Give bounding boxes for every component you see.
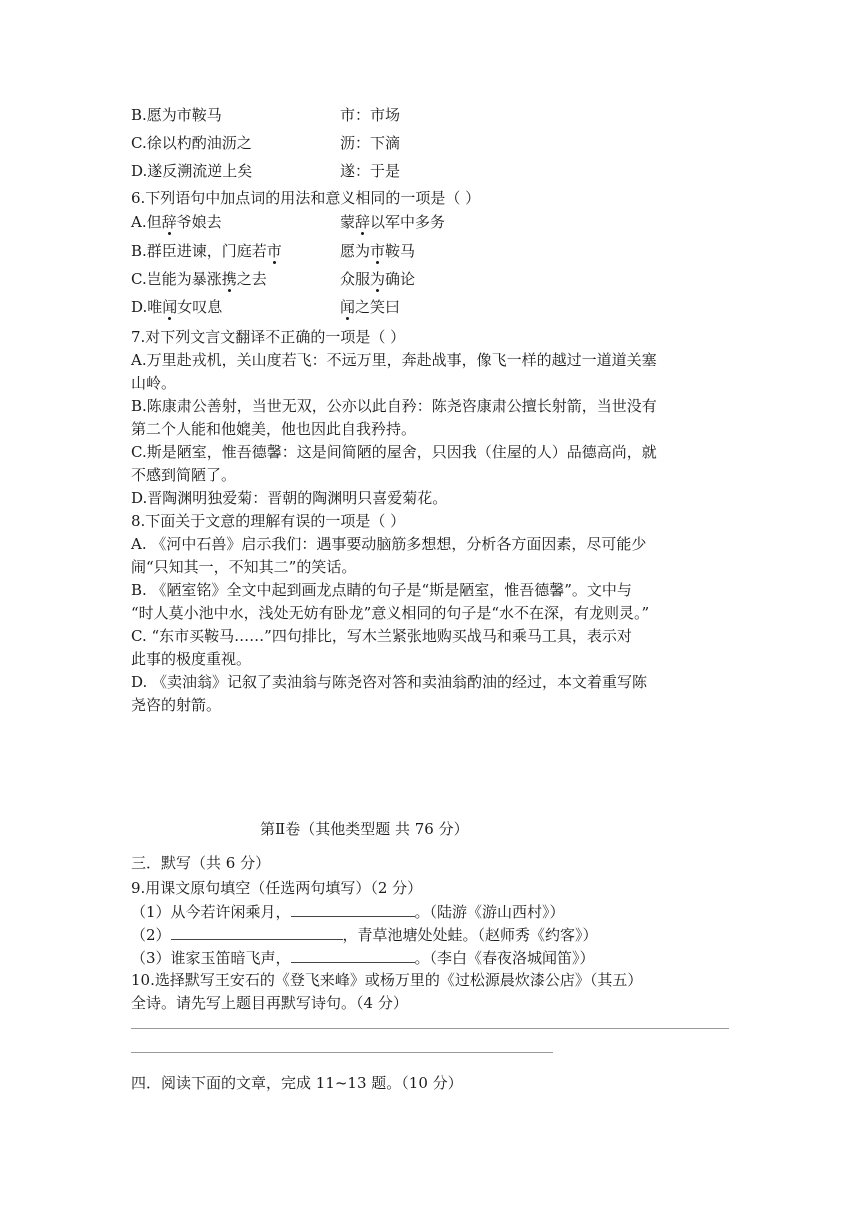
q7-option-b-line1: B.陈康肃公善射，当世无双，公亦以此自矜：陈尧咨康肃公擅长射箭，当世没有: [131, 397, 657, 415]
q7-option-c-line1: C.斯是陋室，惟吾德馨：这是间简陋的屋舍，只因我（住屋的人）品德高尚，就: [131, 443, 657, 461]
q8-option-a-line1: A. 《河中石兽》启示我们：遇事要动脑筋多想想，分析各方面因素，尽可能少: [131, 535, 647, 553]
q6-d-right: 闻之笑曰: [340, 298, 401, 316]
q9-2-answer-blank[interactable]: [171, 923, 343, 940]
emphasis-dot-char: 市: [370, 242, 386, 260]
q7-option-c-line2: 不感到简陋了。: [131, 466, 237, 484]
q6-option-c: [131, 268, 731, 291]
q6-a-right: 蒙辞以军中多务: [340, 213, 446, 231]
q5-option-b-gloss: 市：市场: [340, 106, 401, 124]
section3-title: 三．默写（共 6 分）: [131, 854, 271, 872]
q7-option-a-line2: 山岭。: [131, 374, 177, 392]
emphasis-dot-char: 市: [266, 242, 282, 260]
emphasis-dot-char: 辞: [355, 213, 371, 231]
q6-stem: 6.下列语句中加点词的用法和意义相同的一项是（ ）: [131, 189, 481, 207]
q8-option-c-line2: 此事的极度重视。: [131, 650, 252, 668]
q5-option-c-gloss: 沥：下滴: [340, 134, 401, 152]
q8-option-b-line2: “时人莫小池中水，浅处无妨有卧龙”意义相同的句子是“水不在深，有龙则灵。”: [131, 604, 650, 622]
q9-stem: 9.用课文原句填空（任选两句填写）（2 分）: [131, 879, 423, 897]
q5-option-c: [131, 132, 731, 155]
emphasis-dot-char: 辞: [161, 213, 177, 231]
q10-stem-line2: 全诗。请先写上题目再默写诗句。（4 分）: [131, 994, 408, 1012]
q5-option-c-text: C.徐以杓酌油沥之: [131, 134, 252, 152]
q6-c-right: 众服为确论: [340, 270, 416, 288]
q6-option-a: [131, 211, 731, 234]
q5-option-b-text: B.愿为市鞍马: [131, 106, 222, 124]
q9-3-answer-blank[interactable]: [291, 946, 415, 963]
q9-item-2: （2） ，青草池塘处处蛙。（赵师秀《约客》）: [131, 923, 731, 947]
q6-c-left: C.岂能为暴涨携之去: [131, 270, 267, 288]
q6-b-left: B.群臣进谏，门庭若市: [131, 242, 282, 260]
q6-d-left: D.唯闻女叹息: [131, 298, 223, 316]
q6-a-left: A.但辞爷娘去: [131, 213, 222, 231]
q5-option-d: [131, 160, 731, 183]
q6-option-d: [131, 296, 731, 319]
q8-option-a-line2: 闹“只知其一，不知其二”的笑话。: [131, 558, 357, 576]
q10-stem-line1: 10.选择默写王安石的《登飞来峰》或杨万里的《过松源晨炊漆公店》（其五）: [131, 971, 643, 989]
q7-stem: 7.对下列文言文翻译不正确的一项是（ ）: [131, 328, 406, 346]
q8-option-c-line1: C. “东市买鞍马……”四句排比，写木兰紧张地购买战马和乘马工具，表示对: [131, 627, 632, 645]
q7-option-a-line1: A.万里赴戎机，关山度若飞：不远万里，奔赴战事，像飞一样的越过一道道关塞: [131, 351, 657, 369]
part2-title: 第Ⅱ卷（其他类型题 共 76 分）: [260, 820, 469, 838]
emphasis-dot-char: 闻: [340, 298, 356, 316]
emphasis-dot-char: 携: [221, 270, 237, 288]
q8-option-d-line2: 尧咨的射箭。: [131, 696, 222, 714]
q9-1-answer-blank[interactable]: [291, 900, 415, 917]
emphasis-dot-char: 为: [370, 270, 386, 288]
section4-title: 四．阅读下面的文章，完成 11~13 题。（10 分）: [131, 1074, 463, 1092]
answer-line-1[interactable]: [131, 1028, 729, 1029]
q7-option-d: D.晋陶渊明独爱菊：晋朝的陶渊明只喜爱菊花。: [131, 489, 448, 507]
q5-option-d-text: D.遂反溯流逆上矣: [131, 162, 253, 180]
q8-stem: 8.下面关于文意的理解有误的一项是（ ）: [131, 512, 406, 530]
answer-line-2[interactable]: [131, 1052, 553, 1053]
q6-option-b: [131, 240, 731, 263]
q9-item-1: （1）从今若许闲乘月， 。（陆游《游山西村》）: [131, 900, 731, 924]
q5-option-d-gloss: 遂：于是: [340, 162, 401, 180]
q5-option-b: [131, 104, 731, 127]
q9-item-3: （3）谁家玉笛暗飞声， 。（李白《春夜洛城闻笛》）: [131, 946, 731, 970]
q8-option-b-line1: B. 《陋室铭》全文中起到画龙点睛的句子是“斯是陋室，惟吾德馨”。文中与: [131, 581, 632, 599]
q8-option-d-line1: D. 《卖油翁》记叙了卖油翁与陈尧咨对答和卖油翁酌油的经过，本文着重写陈: [131, 673, 648, 691]
q7-option-b-line2: 第二个人能和他媲美，他也因此自我矜持。: [131, 420, 417, 438]
q6-b-right: 愿为市鞍马: [340, 242, 416, 260]
emphasis-dot-char: 闻: [162, 298, 178, 316]
